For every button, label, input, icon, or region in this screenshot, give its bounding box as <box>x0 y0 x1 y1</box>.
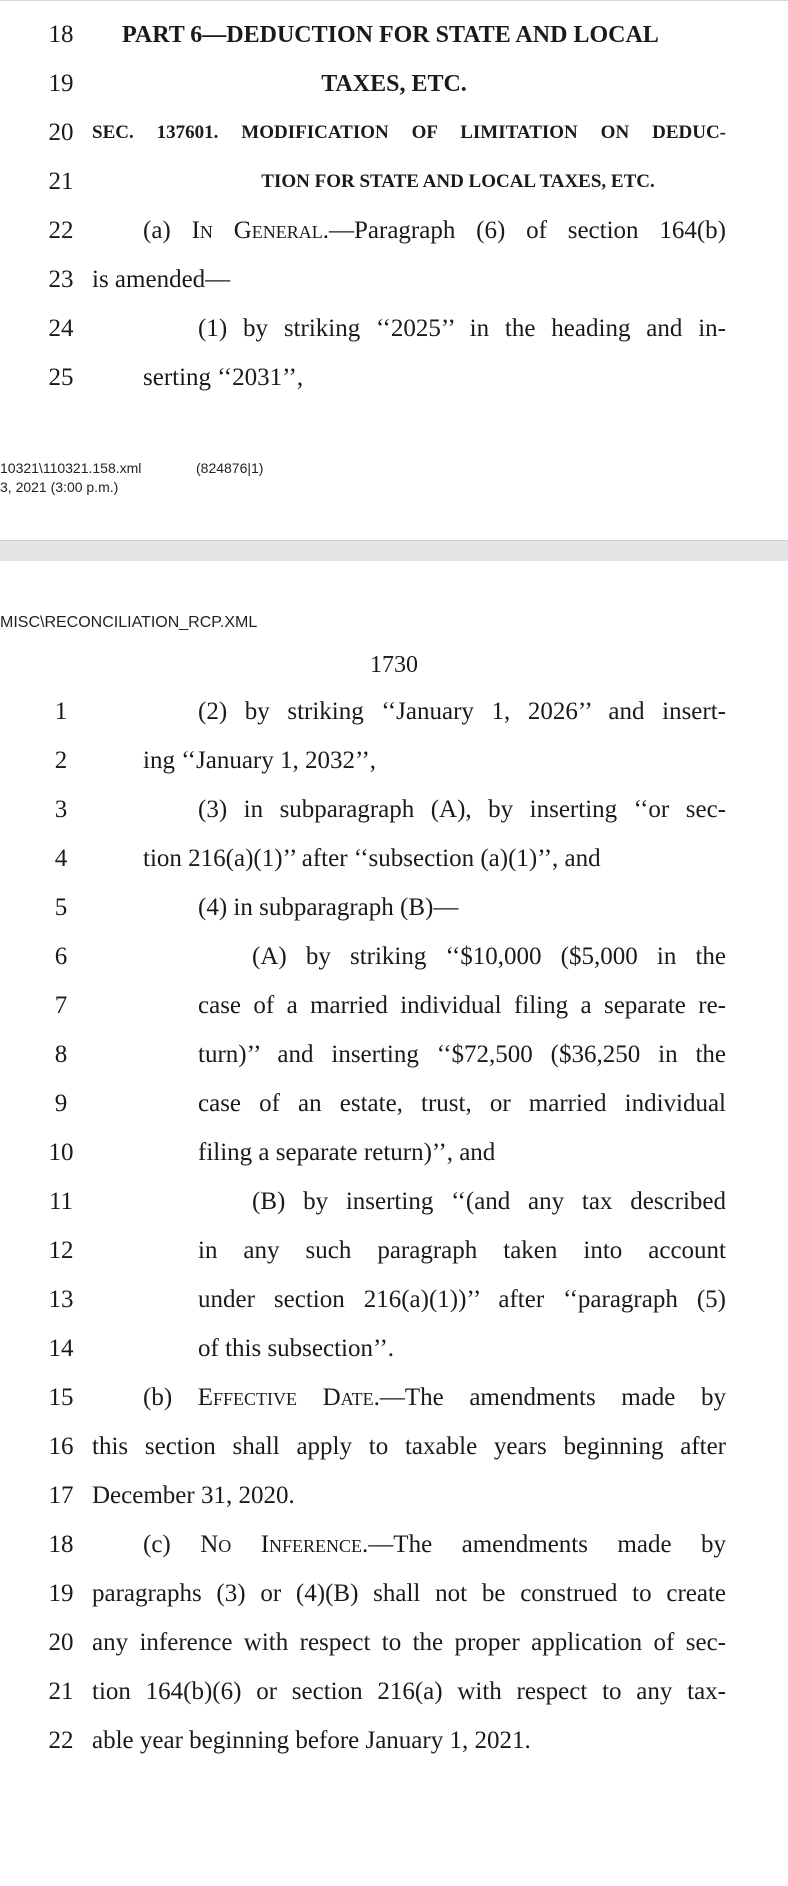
body-text: case of a married individual filing a separate re- <box>198 992 726 1019</box>
body-text: filing a separate return)’’, and <box>198 1139 496 1166</box>
body-text: (4) in subparagraph (B)— <box>198 894 459 921</box>
page-separator <box>0 540 788 561</box>
line-24 <box>0 309 788 349</box>
line-7 <box>0 986 788 1026</box>
line-11 <box>0 1182 788 1222</box>
line-15 <box>0 1378 788 1418</box>
document-page-top <box>0 0 788 529</box>
line-number: 15 <box>48 1384 74 1411</box>
body-text: in any such paragraph taken into account <box>198 1237 726 1264</box>
body-text: any inference with respect to the proper application of sec- <box>92 1629 726 1656</box>
line-23 <box>0 260 788 300</box>
line-number: 4 <box>54 845 68 872</box>
body-text: (b) Effective Date.—The amendments made by <box>143 1384 726 1411</box>
line-12 <box>0 1231 788 1271</box>
line-6 <box>0 937 788 977</box>
body-text: able year beginning before January 1, 2021. <box>92 1727 531 1754</box>
line-14 <box>0 1329 788 1369</box>
line-8 <box>0 1035 788 1075</box>
line-number: 20 <box>48 1629 74 1656</box>
footer-document-id: (824876|1) <box>196 460 264 476</box>
subsection-a-text: (a) In General.—Paragraph (6) of section 164(b) <box>143 217 727 244</box>
line-number: 19 <box>48 70 74 97</box>
footer-date: 3, 2021 (3:00 p.m.) <box>0 479 119 495</box>
body-text: ing ‘‘January 1, 2032’’, <box>143 747 377 774</box>
line-1 <box>0 692 788 732</box>
body-text: this section shall apply to taxable years beginning after <box>92 1433 726 1460</box>
line-number: 11 <box>48 1188 74 1215</box>
header-file-path: MISC\RECONCILIATION_RCP.XML <box>0 614 258 631</box>
line-22 <box>0 1721 788 1761</box>
line-18 <box>0 1525 788 1565</box>
line-number: 1 <box>54 698 68 725</box>
body-text: (3) in subparagraph (A), by inserting ‘‘or sec- <box>198 796 726 823</box>
line-number: 16 <box>48 1433 74 1460</box>
body-text: (A) by striking ‘‘$10,000 ($5,000 in the <box>252 943 726 970</box>
line-13 <box>0 1280 788 1320</box>
line-number: 18 <box>48 21 74 48</box>
line-number: 2 <box>54 747 68 774</box>
page-number: 1730 <box>370 652 418 678</box>
body-text: is amended— <box>92 266 231 293</box>
line-number: 10 <box>48 1139 74 1166</box>
part-heading: PART 6—DEDUCTION FOR STATE AND LOCAL <box>122 22 659 48</box>
body-text: paragraphs (3) or (4)(B) shall not be construed to create <box>92 1580 726 1607</box>
line-19 <box>0 1574 788 1614</box>
line-19 <box>0 64 788 104</box>
line-20 <box>0 113 788 153</box>
line-21 <box>0 162 788 202</box>
line-17 <box>0 1476 788 1516</box>
line-number: 22 <box>48 217 74 244</box>
section-heading: SEC. 137601. MODIFICATION OF LIMITATION ON DEDUC- <box>92 122 726 143</box>
line-number: 7 <box>54 992 68 1019</box>
body-text: (c) No Inference.—The amendments made by <box>143 1531 726 1558</box>
line-5 <box>0 888 788 928</box>
body-text: (B) by inserting ‘‘(and any tax described <box>252 1188 726 1215</box>
subsection-heading: Effective Date <box>197 1384 374 1411</box>
footer-file-path: 10321\110321.158.xml <box>0 460 142 476</box>
line-number: 20 <box>48 119 74 146</box>
subsection-a-heading: In General <box>191 217 323 244</box>
line-22 <box>0 211 788 251</box>
line-number: 8 <box>54 1041 68 1068</box>
line-9 <box>0 1084 788 1124</box>
body-text: (2) by striking ‘‘January 1, 2026’’ and insert- <box>198 698 726 725</box>
line-number: 5 <box>54 894 68 921</box>
body-text: case of an estate, trust, or married individual <box>198 1090 726 1117</box>
line-4 <box>0 839 788 879</box>
line-number: 21 <box>48 168 74 195</box>
line-number: 9 <box>54 1090 68 1117</box>
line-number: 12 <box>48 1237 74 1264</box>
body-text: serting ‘‘2031’’, <box>143 364 304 391</box>
line-number: 3 <box>54 796 68 823</box>
body-text: under section 216(a)(1))’’ after ‘‘paragraph (5) <box>198 1286 726 1313</box>
line-number: 17 <box>48 1482 74 1509</box>
part-heading-continued: TAXES, ETC. <box>321 71 467 97</box>
line-number: 18 <box>48 1531 74 1558</box>
line-25 <box>0 358 788 398</box>
line-3 <box>0 790 788 830</box>
line-number: 23 <box>48 266 74 293</box>
body-text: tion 216(a)(1)’’ after ‘‘subsection (a)(1)’’, and <box>143 845 601 872</box>
line-number: 25 <box>48 364 74 391</box>
line-number: 19 <box>48 1580 74 1607</box>
line-18 <box>0 15 788 55</box>
line-21 <box>0 1672 788 1712</box>
subsection-heading: No Inference <box>200 1531 363 1558</box>
body-text: (1) by striking ‘‘2025’’ in the heading and in- <box>198 315 726 342</box>
section-heading-continued: TION FOR STATE AND LOCAL TAXES, ETC. <box>261 171 655 192</box>
body-text: tion 164(b)(6) or section 216(a) with respect to any tax- <box>92 1678 726 1705</box>
line-16 <box>0 1427 788 1467</box>
body-text: of this subsection’’. <box>198 1335 395 1362</box>
line-number: 22 <box>48 1727 74 1754</box>
line-20 <box>0 1623 788 1663</box>
line-2 <box>0 741 788 781</box>
line-number: 13 <box>48 1286 74 1313</box>
line-number: 14 <box>48 1335 74 1362</box>
body-text: December 31, 2020. <box>92 1482 295 1509</box>
line-number: 24 <box>48 315 74 342</box>
body-text: turn)’’ and inserting ‘‘$72,500 ($36,250 in the <box>198 1041 726 1068</box>
line-number: 6 <box>54 943 68 970</box>
line-10 <box>0 1133 788 1173</box>
line-number: 21 <box>48 1678 74 1705</box>
